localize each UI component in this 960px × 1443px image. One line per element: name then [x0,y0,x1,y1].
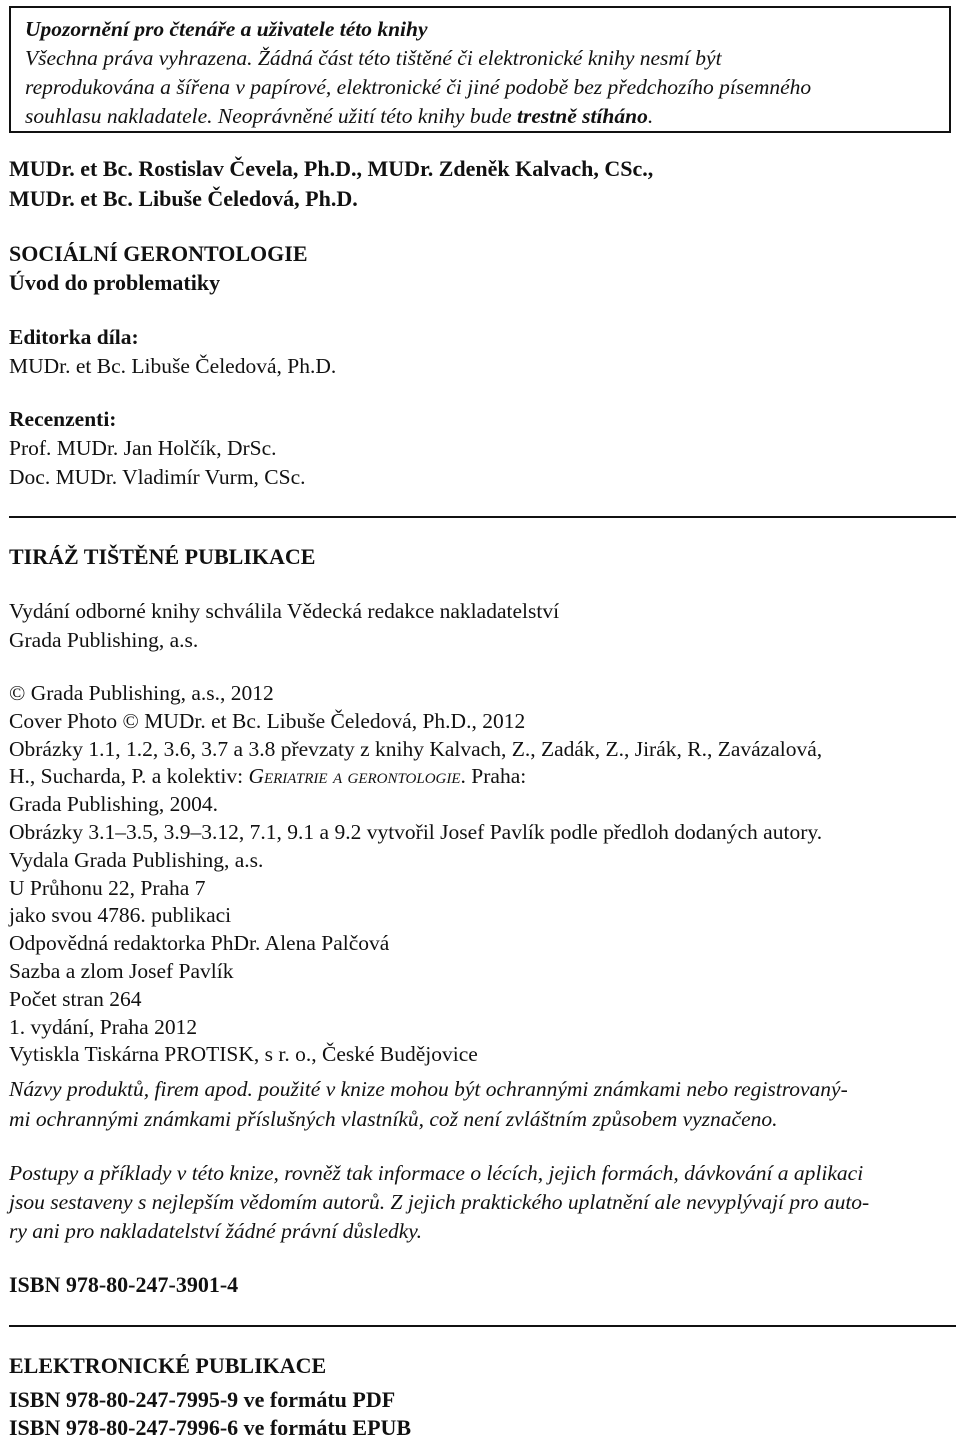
book-subtitle: Úvod do problematiky [9,270,221,295]
procedures-line-3: ry ani pro nakladatelství žádné právní důsledky. [9,1219,423,1243]
copyright-line [9,680,822,708]
notice-line-2: reprodukována a šířena v papírové, elektronické či jiné podobě bez předchozího písemného [25,75,812,99]
trademark-line-1: Názvy produktů, firem apod. použité v knize mohou být ochrannými známkami nebo registrovaný- [9,1077,848,1101]
cover-photo-credit: MUDr. et Bc. Libuše Čeledová, Ph.D., 2012 [144,708,526,733]
approval-line-2: Grada Publishing, a.s. [9,628,199,652]
authors [9,154,653,214]
electronic-heading: ELEKTRONICKÉ PUBLIKACE [9,1353,327,1378]
book-title: SOCIÁLNÍ GERONTOLOGIE [9,241,308,266]
reviewer-name: Prof. MUDr. Jan Holčík, DrSc. [9,436,277,460]
isbn-print: ISBN 978-80-247-3901-4 [9,1272,239,1297]
trademark-line-2: mi ochrannými známkami příslušných vlastníků, což není zvláštním způsobem vyznačeno. [9,1107,778,1131]
trademark-disclaimer [9,1074,954,1134]
notice-line-3-end: . [647,104,654,128]
page-count: Počet stran 264 [9,986,142,1011]
publisher-address: U Průhonu 22, Praha 7 [9,875,206,900]
figures-credit-post: . Praha: [460,764,527,789]
authors-line-1: MUDr. et Bc. Rostislav Čevela, Ph.D., MUDr. Zdeněk Kalvach, CSc., [9,156,654,181]
copyright-text: Grada Publishing, a.s., 2012 [30,681,274,705]
notice-emphasis: trestně stíháno [517,104,648,128]
printer: Vytiskla Tiskárna PROTISK, s r. o., České Budějovice [9,1042,478,1067]
publication-number: jako svou 4786. publikaci [9,903,232,928]
editor-name: MUDr. et Bc. Libuše Čeledová, Ph.D. [9,354,337,378]
authors-line-2: MUDr. et Bc. Libuše Čeledová, Ph.D. [9,186,358,211]
reviewers-block [9,405,306,492]
isbn-pdf: ISBN 978-80-247-7995-9 ve formátu PDF [9,1387,396,1412]
divider [9,516,956,518]
figures-credit-line-1: Obrázky 1.1, 1.2, 3.6, 3.7 a 3.8 převzaty z knihy Kalvach, Z., Zadák, Z., Jirák, R., Zavázalová, [9,736,823,761]
procedures-line-2: jsou sestaveny s nejlepším vědomím autorů. Z jejich praktického uplatnění ale nevyplývají pro auto- [9,1190,870,1214]
typesetting: Sazba a zlom Josef Pavlík [9,958,234,983]
figures-credit-2: Obrázky 3.1–3.5, 3.9–3.12, 7.1, 9.1 a 9.2 vytvořil Josef Pavlík podle předloh dodaných autory. [9,819,823,844]
cover-photo-line [9,708,822,736]
electronic-isbns [9,1386,411,1442]
copyright-icon: © [122,708,139,733]
figures-credit-line-3: Grada Publishing, 2004. [9,792,219,817]
figures-credit-line-2 [9,763,822,791]
isbn-epub: ISBN 978-80-247-7996-6 ve formátu EPUB [9,1415,412,1440]
cover-photo-prefix: Cover Photo [9,708,123,733]
copyright-notice-box [9,6,951,133]
notice-title: Upozornění pro čtenáře a uživatele této knihy [25,17,428,41]
reviewer-name: Doc. MUDr. Vladimír Vurm, CSc. [9,465,306,489]
publisher: Vydala Grada Publishing, a.s. [9,847,264,872]
editor-block [9,323,336,381]
source-book-title: Geriatrie a gerontologie [248,764,461,789]
copyright-icon: © [9,681,26,705]
notice-line-3 [25,102,935,131]
reviewers-label: Recenzenti: [9,407,117,431]
notice-line-3-text: souhlasu nakladatele. Neoprávněné užití této knihy bude [25,104,518,128]
edition: 1. vydání, Praha 2012 [9,1014,198,1039]
imprint-heading: TIRÁŽ TIŠTĚNÉ PUBLIKACE [9,544,316,569]
approval-note [9,597,559,655]
editor-label: Editorka díla: [9,325,139,349]
approval-line-1: Vydání odborné knihy schválila Vědecká redakce nakladatelství [9,599,560,623]
book-title-block [9,239,308,297]
responsible-editor: Odpovědná redaktorka PhDr. Alena Palčová [9,931,390,956]
notice-line-1: Všechna práva vyhrazena. Žádná část této tištěné či elektronické knihy nesmí být [25,46,722,70]
imprint-details [9,680,822,1069]
figures-credit-pre: H., Sucharda, P. a kolektiv: [9,764,249,789]
divider [9,1325,956,1327]
procedures-line-1: Postupy a příklady v této knize, rovněž tak informace o lécích, jejich formách, dávkování a aplikaci [9,1161,864,1185]
procedures-disclaimer [9,1159,954,1246]
